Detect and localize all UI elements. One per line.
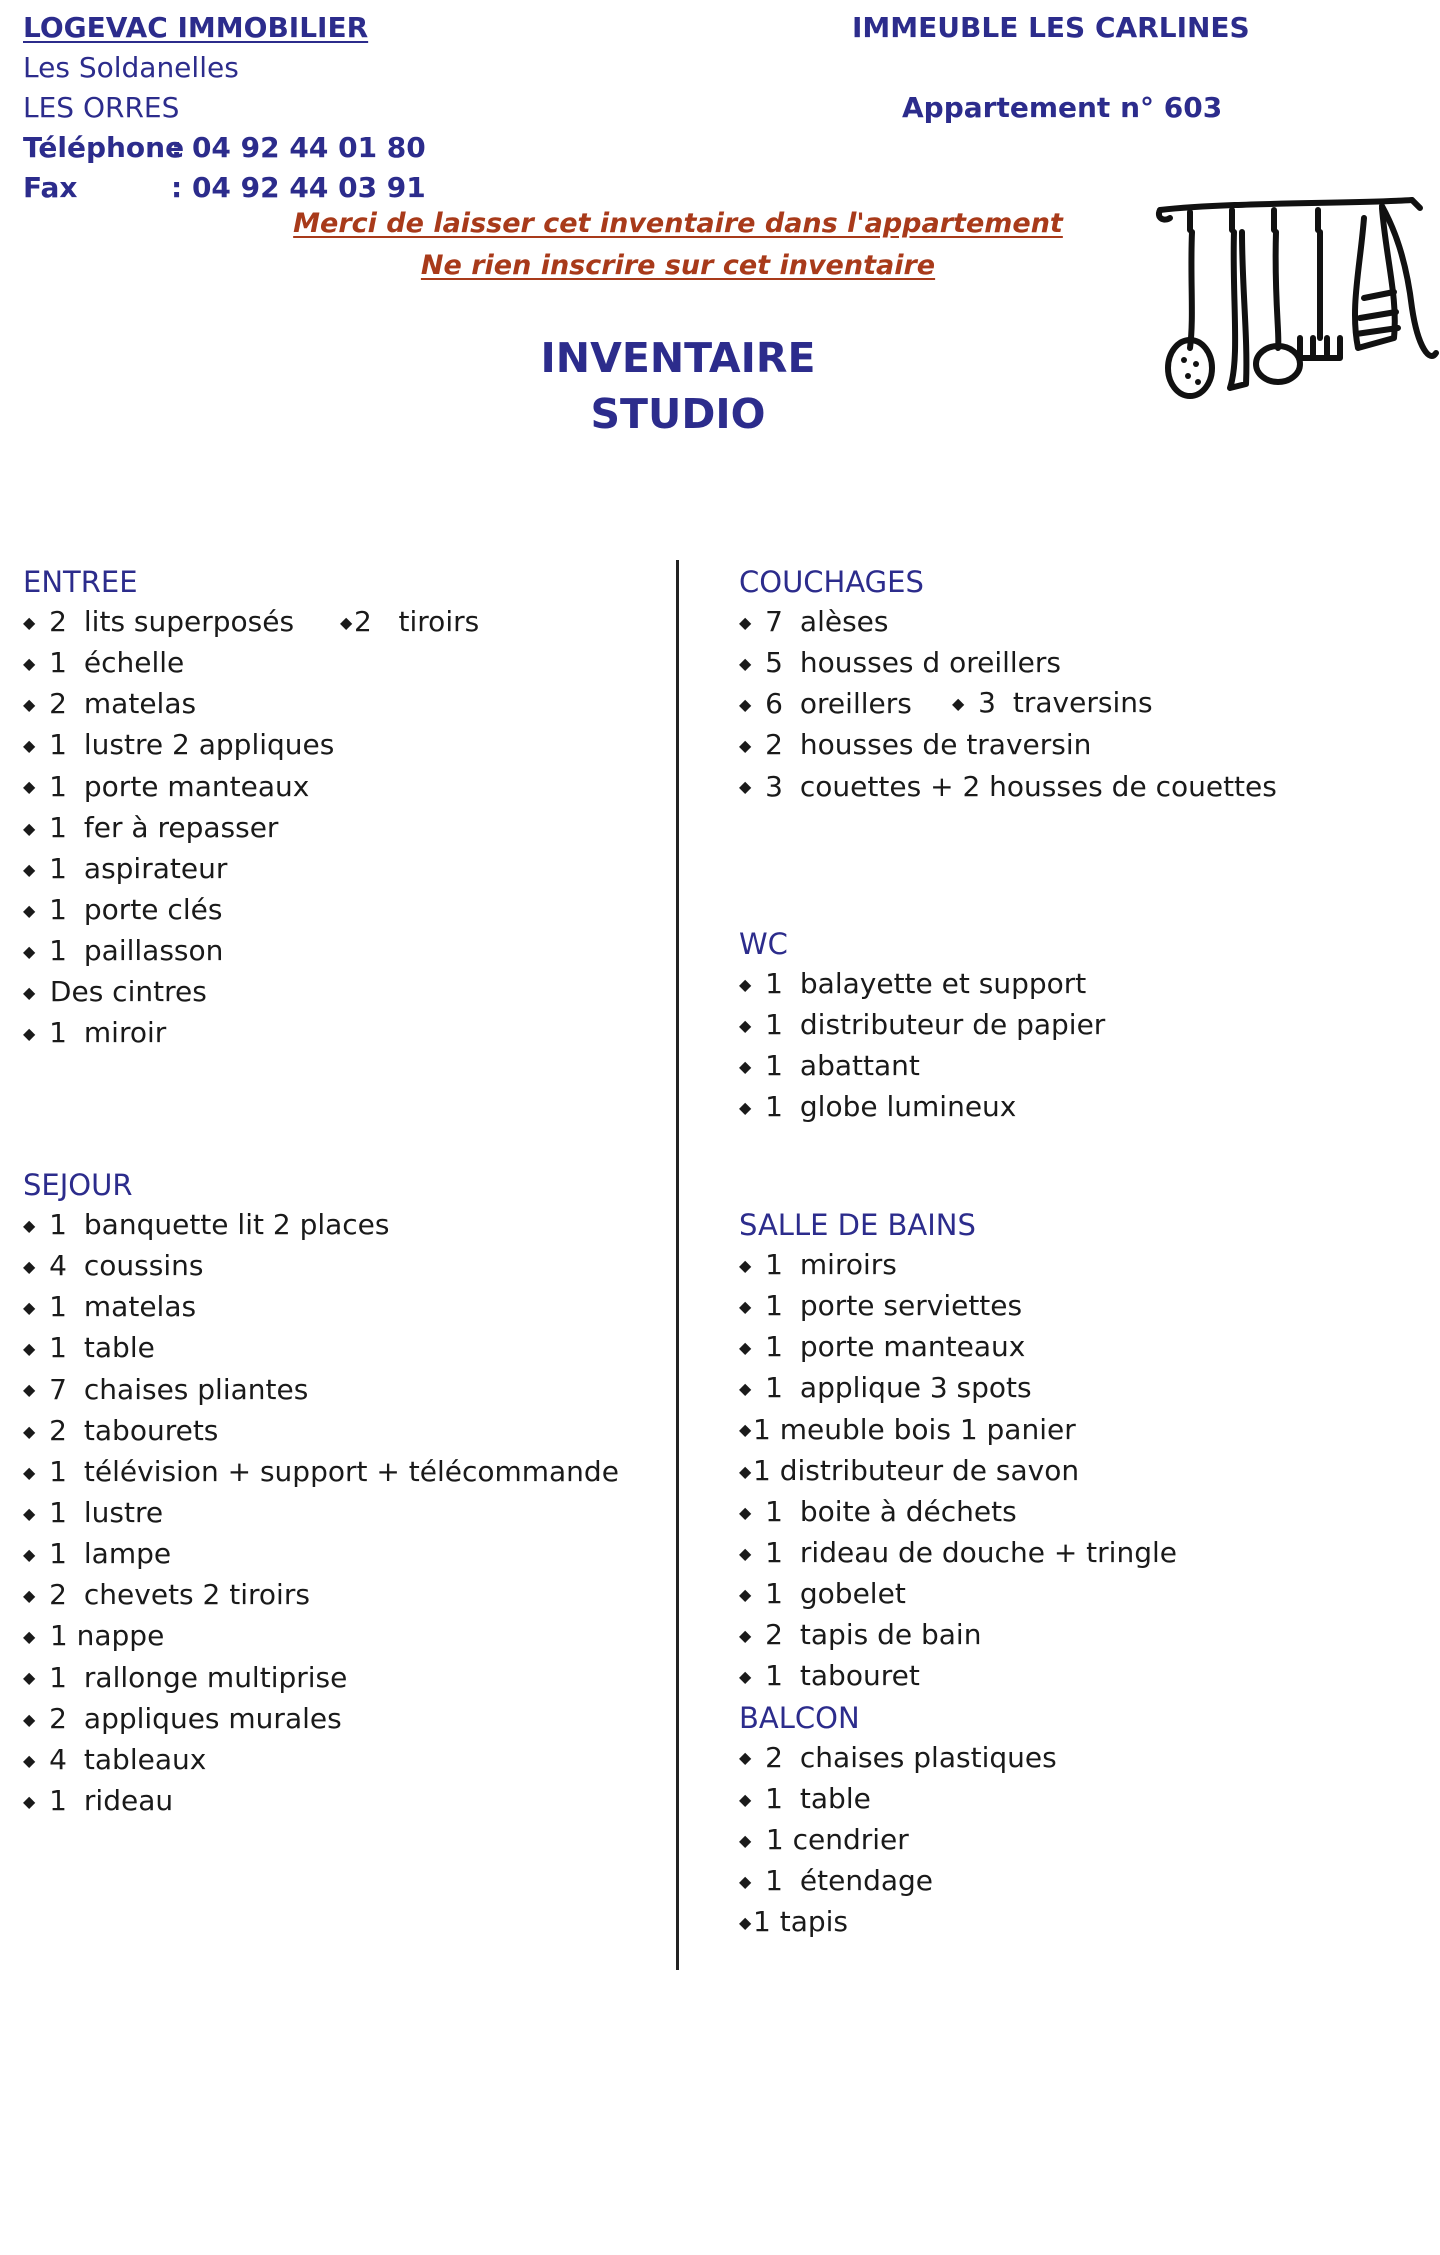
bullet-icon: ◆ — [739, 1748, 752, 1768]
item-label: porte manteaux — [799, 1330, 1026, 1364]
list-item — [739, 1368, 1177, 1409]
bullet-icon: ◆ — [23, 941, 36, 961]
list-item — [739, 1492, 1177, 1533]
bullet-icon: ◆ — [739, 1255, 752, 1275]
item-qty: 1 — [765, 1577, 783, 1611]
item-label: 1 nappe — [49, 1619, 165, 1653]
bullet-icon: ◆ — [739, 1584, 752, 1604]
bullet-icon: ◆ — [739, 612, 752, 632]
bullet-icon: ◆ — [739, 1296, 752, 1316]
bullet-icon: ◆ — [739, 1461, 752, 1481]
bullet-icon: ◆ — [23, 1709, 36, 1729]
section-title: ENTREE — [23, 565, 138, 599]
item-label: Des cintres — [49, 975, 207, 1009]
item-qty: 4 — [49, 1249, 67, 1283]
list-item — [23, 1493, 619, 1534]
section-sejour — [23, 1165, 619, 1822]
item-label: abattant — [799, 1049, 920, 1083]
item-label: banquette lit 2 places — [83, 1208, 390, 1241]
notice-leave-inventory: Merci de laisser cet inventaire dans l'appartement — [293, 208, 1063, 239]
item-label: porte manteaux — [83, 769, 310, 803]
item-label: tiroirs — [398, 605, 480, 638]
list-item — [23, 1411, 619, 1452]
list-item — [739, 1738, 1177, 1779]
item-qty: 1 — [49, 1495, 67, 1529]
list-item — [23, 1013, 334, 1054]
list-item — [739, 1046, 1105, 1087]
item-qty: 1 — [49, 1660, 67, 1694]
list-item — [23, 602, 334, 643]
list-item — [739, 1087, 1105, 1128]
list-item — [739, 1451, 1177, 1492]
item-label: 1 meuble bois 1 panier — [753, 1412, 1076, 1446]
item-label: échelle — [83, 646, 185, 680]
item-qty: 1 — [765, 1535, 783, 1569]
bullet-icon: ◆ — [23, 900, 36, 920]
item-qty: 1 — [49, 1331, 67, 1365]
list-item — [23, 890, 334, 931]
item-qty: 1 — [765, 1781, 783, 1815]
item-label: télévision + support + télécommande — [83, 1454, 619, 1488]
bullet-icon: ◆ — [739, 1098, 752, 1118]
bullet-icon: ◆ — [23, 1750, 36, 1770]
list-item — [23, 849, 334, 890]
bullet-icon: ◆ — [23, 1627, 36, 1647]
item-label: alèses — [799, 605, 889, 638]
item-label: porte serviettes — [799, 1289, 1023, 1323]
bullet-icon: ◆ — [23, 736, 36, 756]
bullet-icon: ◆ — [739, 1789, 752, 1809]
bullet-icon: ◆ — [23, 1586, 36, 1606]
item-qty: 1 — [765, 1289, 783, 1323]
fax-label: Fax — [23, 171, 78, 204]
bullet-icon: ◆ — [23, 612, 36, 632]
section-title: SALLE DE BAINS — [739, 1208, 976, 1242]
item-qty: 1 — [765, 1090, 783, 1124]
item-qty: 2 — [765, 1618, 783, 1652]
item-label: globe lumineux — [799, 1090, 1017, 1124]
list-item — [739, 1902, 1177, 1943]
item-qty: 1 — [49, 646, 67, 680]
list-item — [739, 1656, 1177, 1697]
list-item — [739, 602, 1277, 643]
item-label: tabouret — [799, 1659, 920, 1693]
item-qty: 1 — [765, 1330, 783, 1364]
list-item — [739, 1410, 1177, 1451]
inventory-subtitle: STUDIO — [590, 390, 766, 438]
bullet-icon: ◆ — [23, 1462, 36, 1482]
item-qty: 7 — [49, 1372, 67, 1406]
item-qty: 1 — [49, 1208, 67, 1241]
section-title: COUCHAGES — [739, 565, 924, 599]
bullet-icon: ◆ — [23, 983, 36, 1003]
item-label: rallonge multiprise — [83, 1660, 348, 1694]
item-qty: 1 — [49, 728, 67, 762]
bullet-icon: ◆ — [739, 653, 752, 673]
bullet-icon: ◆ — [739, 777, 752, 797]
item-label: applique 3 spots — [799, 1371, 1032, 1405]
item-label: tapis de bain — [799, 1618, 982, 1652]
bullet-icon: ◆ — [739, 1912, 752, 1932]
bullet-icon: ◆ — [23, 1024, 36, 1044]
bullet-icon: ◆ — [739, 1379, 752, 1399]
bullet-icon: ◆ — [952, 693, 965, 713]
bullet-icon: ◆ — [340, 612, 353, 632]
item-label: aspirateur — [83, 851, 228, 885]
fax-value: : 04 92 44 03 91 — [171, 171, 426, 204]
bullet-icon: ◆ — [23, 1544, 36, 1564]
item-qty: 1 — [765, 1371, 783, 1405]
list-item — [23, 1699, 619, 1740]
list-item — [739, 1327, 1177, 1368]
bullet-icon: ◆ — [23, 653, 36, 673]
item-qty: 2 — [49, 1701, 67, 1735]
item-label: rideau de douche + tringle — [799, 1535, 1177, 1569]
item-label: matelas — [83, 687, 197, 721]
item-label: lits superposés — [83, 605, 295, 638]
list-item — [739, 725, 1277, 766]
bullet-icon: ◆ — [23, 859, 36, 879]
item-qty: 1 — [765, 1659, 783, 1693]
item-qty: 1 — [765, 1863, 783, 1897]
bullet-icon: ◆ — [23, 695, 36, 715]
bullet-icon: ◆ — [739, 974, 752, 994]
item-label: chaises pliantes — [83, 1372, 309, 1406]
item-label: traversins — [1012, 686, 1153, 719]
bullet-icon: ◆ — [23, 1421, 36, 1441]
building-name: IMMEUBLE LES CARLINES — [852, 11, 1250, 44]
bullet-icon: ◆ — [739, 1015, 752, 1035]
list-item — [23, 1328, 619, 1369]
list-item — [739, 643, 1277, 684]
list-item — [739, 1286, 1177, 1327]
bullet-icon: ◆ — [23, 1503, 36, 1523]
item-qty: 1 — [49, 1290, 67, 1324]
item-label: matelas — [83, 1290, 197, 1324]
item-qty: 1 — [49, 810, 67, 844]
item-qty: 2 — [49, 1578, 67, 1612]
item-qty: 6 — [765, 687, 783, 721]
item-label: distributeur de papier — [799, 1008, 1106, 1042]
item-qty: 2 — [49, 605, 67, 638]
item-qty: 1 — [765, 1008, 783, 1042]
bullet-icon: ◆ — [739, 1830, 752, 1850]
item-label: balayette et support — [799, 967, 1087, 1000]
item-qty: 1 — [49, 851, 67, 885]
list-item — [23, 1205, 619, 1246]
list-item — [739, 1779, 1177, 1820]
list-item — [23, 1246, 619, 1287]
bullet-icon: ◆ — [23, 1298, 36, 1318]
list-item — [23, 643, 334, 684]
item-label: chaises plastiques — [799, 1740, 1057, 1774]
list-item — [23, 684, 334, 725]
bullet-icon: ◆ — [739, 1667, 752, 1687]
list-item — [23, 1452, 619, 1493]
item-label: tabourets — [83, 1413, 219, 1447]
item-label: fer à repasser — [83, 810, 279, 844]
item-label: chevets 2 tiroirs — [83, 1578, 310, 1612]
item-qty: 2 — [49, 1413, 67, 1447]
list-item — [23, 767, 334, 808]
section-wc — [739, 924, 1105, 1129]
section-title: WC — [739, 927, 788, 961]
list-item — [23, 972, 334, 1013]
item-qty: 4 — [49, 1742, 67, 1776]
section-title-balcon: BALCON — [739, 1700, 860, 1735]
bullet-icon: ◆ — [739, 1502, 752, 1522]
item-label: oreillers — [799, 687, 912, 721]
item-qty: 5 — [765, 646, 783, 680]
entree-extra-item — [340, 602, 479, 643]
item-label: housses de traversin — [799, 728, 1092, 762]
bullet-icon: ◆ — [739, 1420, 752, 1440]
list-item — [23, 1287, 619, 1328]
item-label: couettes + 2 housses de couettes — [799, 769, 1277, 803]
item-qty: 1 — [765, 967, 783, 1000]
list-item — [23, 1370, 619, 1411]
item-qty: 1 — [49, 769, 67, 803]
item-qty: 3 — [765, 769, 783, 803]
item-qty: 1 — [49, 1783, 67, 1817]
list-item — [739, 964, 1105, 1005]
item-qty: 1 — [765, 1049, 783, 1083]
bullet-icon: ◆ — [23, 1380, 36, 1400]
item-label: porte clés — [83, 892, 223, 926]
item-label: lampe — [83, 1537, 172, 1571]
item-label: miroir — [83, 1016, 167, 1050]
item-label: 1 distributeur de savon — [753, 1453, 1080, 1487]
item-qty: 1 — [49, 892, 67, 926]
item-qty: 1 — [49, 1016, 67, 1050]
list-item — [739, 1005, 1105, 1046]
inventory-title: INVENTAIRE — [540, 334, 816, 382]
apartment-number: Appartement n° 603 — [902, 91, 1223, 124]
item-label: 1 tapis — [753, 1905, 848, 1939]
list-item — [23, 931, 334, 972]
list-item — [23, 808, 334, 849]
list-item — [739, 1861, 1177, 1902]
item-label: housses d oreillers — [799, 646, 1062, 680]
item-qty: 1 — [765, 1248, 783, 1281]
item-qty: 1 — [49, 1537, 67, 1571]
list-item — [23, 1534, 619, 1575]
bullet-icon: ◆ — [23, 1791, 36, 1811]
list-item — [739, 1820, 1177, 1861]
item-qty: 1 — [49, 1454, 67, 1488]
list-item — [23, 1781, 619, 1822]
phone-value: : 04 92 44 01 80 — [171, 131, 426, 164]
item-qty: 1 — [49, 934, 67, 968]
item-label: lustre — [83, 1495, 164, 1529]
item-label: boite à déchets — [799, 1494, 1017, 1528]
item-label: coussins — [83, 1249, 204, 1283]
bullet-icon: ◆ — [23, 1339, 36, 1359]
bullet-icon: ◆ — [739, 736, 752, 756]
bullet-icon: ◆ — [739, 1057, 752, 1077]
kitchen-utensils-icon — [1150, 188, 1440, 403]
item-label: 1 cendrier — [765, 1822, 909, 1856]
list-item — [739, 1533, 1177, 1574]
item-label: rideau — [83, 1783, 174, 1817]
couchages-extra-item — [952, 683, 1153, 724]
section-salle-de-bains — [739, 1205, 1177, 1943]
item-qty: 2 — [765, 728, 783, 762]
bullet-icon: ◆ — [739, 1871, 752, 1891]
list-item — [739, 767, 1277, 808]
bullet-icon: ◆ — [23, 1215, 36, 1235]
item-qty: 3 — [978, 686, 996, 719]
list-item — [23, 1658, 619, 1699]
bullet-icon: ◆ — [23, 1668, 36, 1688]
item-qty: 2 — [765, 1740, 783, 1774]
item-qty: 2 — [354, 605, 372, 638]
item-label: table — [83, 1331, 155, 1365]
bullet-icon: ◆ — [23, 818, 36, 838]
list-item — [23, 1616, 619, 1657]
bullet-icon: ◆ — [739, 695, 752, 715]
list-item — [23, 725, 334, 766]
item-qty: 1 — [765, 1494, 783, 1528]
list-item — [739, 1574, 1177, 1615]
list-item — [739, 1245, 1177, 1286]
item-qty: 2 — [49, 687, 67, 721]
item-qty: 7 — [765, 605, 783, 638]
item-label: paillasson — [83, 934, 224, 968]
bullet-icon: ◆ — [23, 1256, 36, 1276]
item-label: miroirs — [799, 1248, 897, 1281]
address-line-1: Les Soldanelles — [23, 51, 239, 84]
item-label: gobelet — [799, 1577, 906, 1611]
list-item — [23, 1740, 619, 1781]
bullet-icon: ◆ — [23, 777, 36, 797]
item-label: table — [799, 1781, 871, 1815]
bullet-icon: ◆ — [739, 1543, 752, 1563]
item-label: tableaux — [83, 1742, 207, 1776]
section-title: SEJOUR — [23, 1168, 133, 1202]
agency-name: LOGEVAC IMMOBILIER — [23, 11, 369, 44]
list-item — [739, 1615, 1177, 1656]
column-divider — [676, 560, 679, 1970]
item-label: étendage — [799, 1863, 934, 1897]
phone-label: Téléphone — [23, 131, 185, 164]
address-line-2: LES ORRES — [23, 91, 180, 124]
notice-do-not-write: Ne rien inscrire sur cet inventaire — [420, 250, 936, 281]
bullet-icon: ◆ — [739, 1626, 752, 1646]
item-label: lustre 2 appliques — [83, 728, 335, 762]
bullet-icon: ◆ — [739, 1338, 752, 1358]
item-label: appliques murales — [83, 1701, 342, 1735]
list-item — [23, 1575, 619, 1616]
section-entree — [23, 562, 334, 1055]
